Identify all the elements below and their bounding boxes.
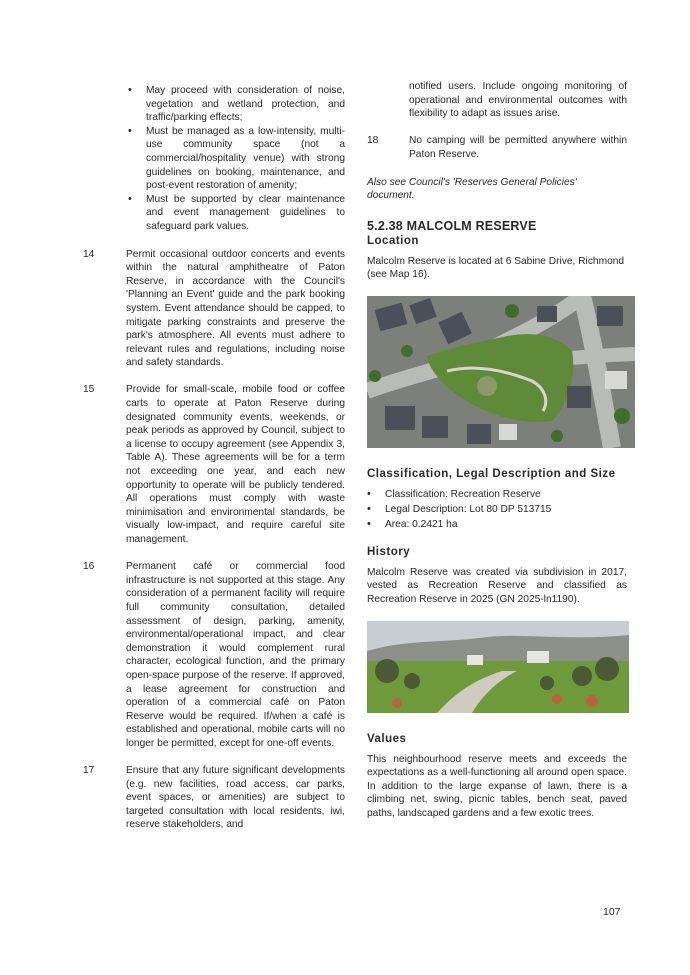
list-item: • Classification: Recreation Reserve [367, 488, 627, 502]
values-heading: Values [367, 732, 407, 745]
policy-item-15 [83, 383, 345, 546]
policy-number: 17 [83, 765, 95, 777]
section-title: 5.2.38 MALCOLM RESERVE [367, 218, 537, 233]
policy-number: 16 [83, 561, 95, 573]
list-item: • May proceed with consideration of noise, vegetation and wetland protection, and traffic/parking effects; [128, 84, 345, 125]
policy-item-16 [83, 560, 345, 750]
list-item: • Must be managed as a low-intensity, multi-use community space (not a commercial/hospitality venue) with strong guidelines on booking, maintenance, and post-event restoration of amenity; [128, 125, 345, 193]
policy-text: No camping will be permitted anywhere within Paton Reserve. [409, 135, 627, 160]
policy-17-continuation: notified users. Include ongoing monitoring of operational and environmental outcomes with flexibility to adapt as issues arise. [409, 81, 627, 120]
policy-number: 18 [367, 135, 379, 147]
policy-item-17 [83, 764, 345, 832]
right-column [367, 80, 627, 820]
classification-list [367, 488, 627, 532]
location-heading: Location [367, 234, 419, 247]
policy-text: Provide for small-scale, mobile food or coffee carts to operate at Paton Reserve during designated community events, weekends, or peak periods as approved by Council, subject to a license to occupy agreement (see Appendix 3, Table A). These agreements will be for a term not exceeding one year, and each new opportunity to operate will be publicly tendered. All operations must comply with waste minimisation and environmental standards, be visually low-impact, and require careful site management. [126, 384, 345, 545]
reserve-photo [367, 621, 629, 713]
intro-bullet-list [128, 84, 345, 234]
policy-text: Permit occasional outdoor concerts and events within the natural amphitheatre of Paton Reserve, in accordance with the Council's 'Planning an Event' guide and the park booking system. Event attendance should be capped, to mitigate parking constraints and preserve the park's atmosphere. All events must adhere to relevant rules and regulations, including noise and safety standards. [126, 248, 345, 369]
list-item: • Legal Description: Lot 80 DP 513715 [367, 503, 627, 517]
policy-number: 15 [83, 384, 95, 396]
page-number: 107 [603, 906, 621, 918]
policy-number: 14 [83, 248, 95, 260]
policy-text: Ensure that any future significant developments (e.g. new facilities, road access, car parks, event spaces, or amenities) are subject to targeted consultation with local residents, iwi, reserve stakeholders, and [126, 765, 345, 831]
classification-heading: Classification, Legal Description and Size [367, 467, 616, 480]
history-heading: History [367, 545, 411, 558]
aerial-photo [367, 296, 635, 448]
history-text: Malcolm Reserve was created via subdivision in 2017, vested as Recreation Reserve and classified as Recreation Reserve in 2025 (GN 2025-ln1190). [367, 566, 627, 605]
list-item: • Must be supported by clear maintenance and event management guidelines to safeguard park values. [128, 193, 345, 234]
left-column [83, 80, 345, 832]
also-see-note: Also see Council's 'Reserves General Policies' document. [367, 176, 577, 202]
location-text: Malcolm Reserve is located at 6 Sabine Drive, Richmond (see Map 16). [367, 255, 625, 281]
policy-item-14 [83, 248, 345, 370]
policy-text: Permanent café or commercial food infrastructure is not supported at this stage. Any consideration of a permanent facility will require full community consultation, detailed assessment of design, parking, amenity, environmental/operational impact, and clear demonstration it would complement rural character, ecological function, and the primary open-space purpose of the reserve. If approved, a lease agreement for construction and operation of a commercial café on Paton Reserve would be required. If/when a café is established and operational, mobile carts will no longer be permitted, except for one-off events. [126, 561, 345, 749]
policy-item-18 [367, 134, 627, 161]
values-text: This neighbourhood reserve meets and exceeds the expectations as a well-functioning all around open space. In addition to the large expanse of lawn, there is a climbing net, swing, picnic tables, bench seat, paved paths, landscaped gardens and a few exotic trees. [367, 753, 627, 819]
list-item: • Area: 0.2421 ha [367, 518, 627, 532]
